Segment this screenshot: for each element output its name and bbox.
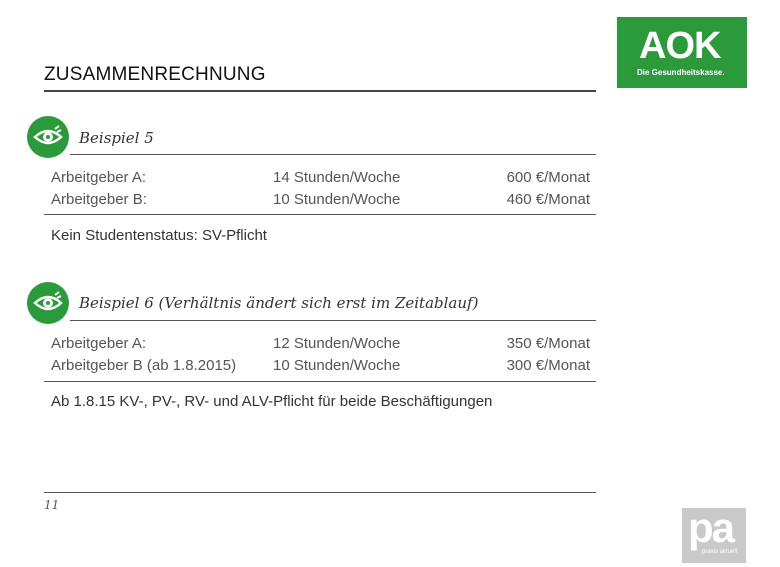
section-rule [44, 381, 596, 382]
example-title: Beispiel 5 [79, 129, 154, 147]
pay-value: 460 €/Monat [506, 191, 590, 208]
eye-icon [27, 282, 69, 324]
section-rule [70, 320, 596, 321]
page-title: ZUSAMMENRECHNUNG [44, 64, 266, 85]
employer-label: Arbeitgeber A: [51, 335, 147, 352]
pay-value: 350 €/Monat [506, 335, 590, 352]
hours-value: 10 Stunden/Woche [273, 191, 401, 208]
pay-value: 300 €/Monat [506, 357, 590, 374]
page-number: 11 [44, 498, 60, 512]
aok-logo-tagline: Die Gesundheitskasse. [637, 68, 725, 77]
example-note: Ab 1.8.15 KV-, PV-, RV- und ALV-Pflicht für beide Beschäftigungen [51, 393, 493, 410]
aok-logo [617, 17, 747, 88]
title-rule [44, 90, 596, 92]
pay-value: 600 €/Monat [506, 169, 590, 186]
section-rule [44, 214, 596, 215]
employer-label: Arbeitgeber B: [51, 191, 147, 208]
pa-badge-sub: praxis aktuell [702, 549, 738, 555]
eye-icon [27, 116, 69, 158]
hours-value: 12 Stunden/Woche [273, 335, 401, 352]
example-note: Kein Studentenstatus: SV-Pflicht [51, 227, 267, 244]
employer-label: Arbeitgeber B (ab 1.8.2015) [51, 357, 237, 374]
hours-value: 10 Stunden/Woche [273, 357, 401, 374]
example-title: Beispiel 6 (Verhältnis ändert sich erst im Zeitablauf) [79, 294, 479, 312]
hours-value: 14 Stunden/Woche [273, 169, 401, 186]
aok-logo-text: AOK [639, 25, 721, 67]
employer-label: Arbeitgeber A: [51, 169, 147, 186]
footer-rule [44, 492, 596, 493]
pa-badge [682, 504, 746, 563]
pa-badge-text: pa [688, 504, 734, 551]
section-rule [70, 154, 596, 155]
